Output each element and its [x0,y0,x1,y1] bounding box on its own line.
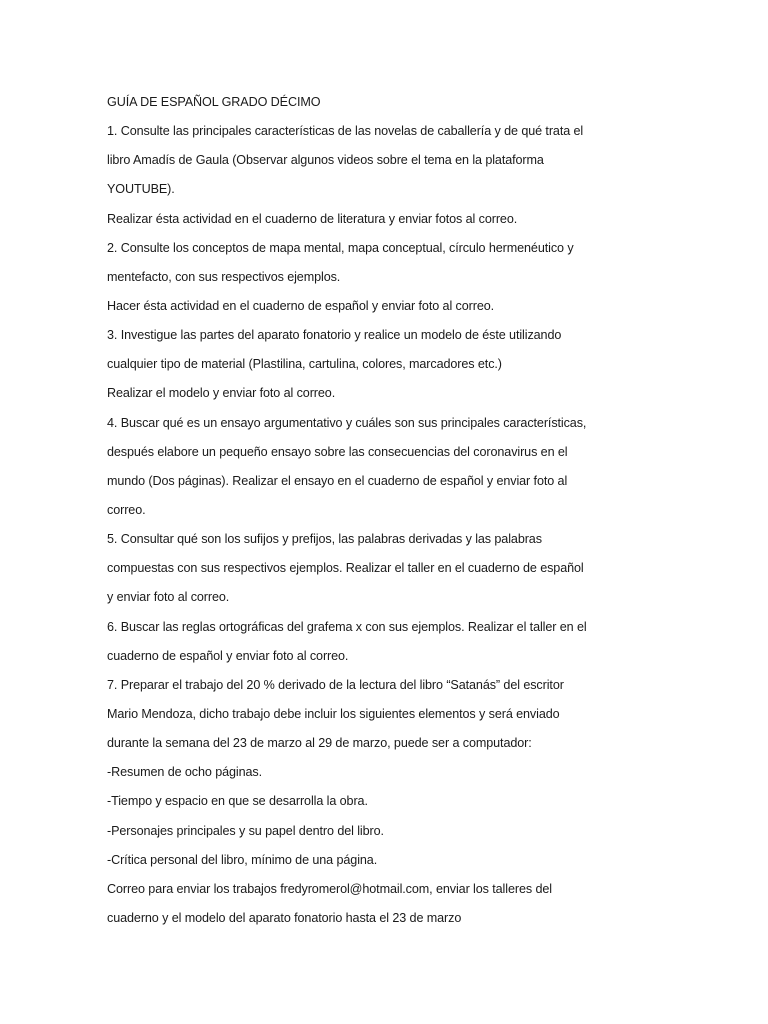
text-line: Hacer ésta actividad en el cuaderno de español y enviar foto al correo. [107,298,495,313]
text-line: YOUTUBE). [107,182,175,197]
text-line: 1. Consulte las principales características de las novelas de caballería y de qué trata el [107,124,584,139]
text-line: compuestas con sus respectivos ejemplos. Realizar el taller en el cuaderno de español [107,561,584,576]
text-line: cuaderno y el modelo del aparato fonatorio hasta el 23 de marzo [107,910,462,925]
text-line: 7. Preparar el trabajo del 20 % derivado de la lectura del libro “Satanás” del escritor [107,677,564,692]
text-line: 4. Buscar qué es un ensayo argumentativo y cuáles son sus principales características, [107,415,587,430]
text-line: Realizar ésta actividad en el cuaderno de literatura y enviar fotos al correo. [107,211,518,226]
text-line: mentefacto, con sus respectivos ejemplos. [107,269,341,284]
text-line: cualquier tipo de material (Plastilina, cartulina, colores, marcadores etc.) [107,357,502,372]
text-line: y enviar foto al correo. [107,590,230,605]
text-line: Mario Mendoza, dicho trabajo debe incluir los siguientes elementos y será enviado [107,706,560,721]
text-line: -Tiempo y espacio en que se desarrolla la obra. [107,794,368,809]
text-line: durante la semana del 23 de marzo al 29 de marzo, puede ser a computador: [107,736,532,751]
text-line: mundo (Dos páginas). Realizar el ensayo en el cuaderno de español y enviar foto al [107,473,568,488]
text-line: Correo para enviar los trabajos fredyromerol@hotmail.com, enviar los talleres del [107,881,552,896]
text-line: -Crítica personal del libro, mínimo de una página. [107,852,378,867]
text-line: correo. [107,502,146,517]
text-line: -Resumen de ocho páginas. [107,765,263,780]
document-title: GUÍA DE ESPAÑOL GRADO DÉCIMO [107,95,321,109]
text-line: libro Amadís de Gaula (Observar algunos videos sobre el tema en la plataforma [107,153,544,168]
text-line: -Personajes principales y su papel dentro del libro. [107,823,384,838]
document-body [107,88,727,933]
text-line: después elabore un pequeño ensayo sobre las consecuencias del coronavirus en el [107,444,568,459]
text-line: 5. Consultar qué son los sufijos y prefijos, las palabras derivadas y las palabras [107,532,542,547]
text-line: 2. Consulte los conceptos de mapa mental, mapa conceptual, círculo hermenéutico y [107,240,574,255]
text-line: cuaderno de español y enviar foto al correo. [107,648,349,663]
text-line: Realizar el modelo y enviar foto al correo. [107,386,336,401]
text-line: 3. Investigue las partes del aparato fonatorio y realice un modelo de éste utilizando [107,328,562,343]
text-line: 6. Buscar las reglas ortográficas del grafema x con sus ejemplos. Realizar el taller en el [107,619,587,634]
